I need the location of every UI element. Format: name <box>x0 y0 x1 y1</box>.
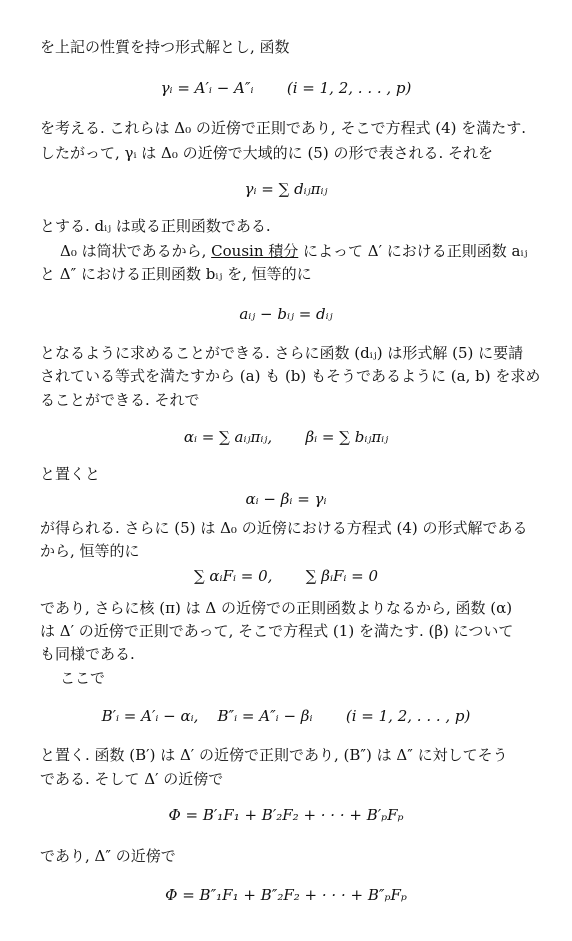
equation-alpha-minus-beta: αᵢ − βᵢ = γᵢ <box>245 490 327 508</box>
text-fragment: Δ₀ は筒状であるから, <box>60 242 212 260</box>
equation-gamma-sum: γᵢ = ∑ dᵢⱼπᵢⱼ <box>244 180 328 198</box>
equation-ab-d: aᵢⱼ − bᵢⱼ = dᵢⱼ <box>239 305 333 323</box>
equation-B-definitions: B′ᵢ = A′ᵢ − αᵢ, B″ᵢ = A″ᵢ − βᵢ (i = 1, 2, . . . , p) <box>101 707 471 725</box>
text-line: であり, Δ″ の近傍で <box>40 847 176 865</box>
text-line: と Δ″ における正則函数 bᵢⱼ を, 恒等的に <box>40 265 312 283</box>
equation-sum-zero: ∑ αᵢFᵢ = 0, ∑ βᵢFᵢ = 0 <box>193 567 379 585</box>
text-line: ここで <box>60 669 106 687</box>
text-line: は Δ′ の近傍で正則であって, そこで方程式 (1) を満たす. (β) について <box>40 622 514 640</box>
text-line: が得られる. さらに (5) は Δ₀ の近傍における方程式 (4) の形式解である <box>40 519 528 537</box>
equation-phi-double-prime: Φ = B″₁F₁ + B″₂F₂ + · · · + B″ₚFₚ <box>165 886 407 904</box>
equation-alpha-beta-sums: αᵢ = ∑ aᵢⱼπᵢⱼ, βᵢ = ∑ bᵢⱼπᵢⱼ <box>183 428 389 446</box>
text-line: であり, さらに核 (π) は Δ の近傍での正則函数よりなるから, 函数 (α) <box>40 599 513 617</box>
text-line: とする. dᵢⱼ は或る正則函数である. <box>40 217 271 235</box>
text-line: ることができる. それで <box>40 391 200 409</box>
text-line: も同様である. <box>40 645 135 663</box>
text-line: を上記の性質を持つ形式解とし, 函数 <box>40 38 290 56</box>
cousin-integral-term: Cousin 積分 <box>211 242 299 260</box>
text-line: したがって, γᵢ は Δ₀ の近傍で大域的に (5) の形で表される. それを <box>40 144 493 162</box>
text-line <box>60 241 560 261</box>
text-line: から, 恒等的に <box>40 542 140 560</box>
text-line: されている等式を満たすから (a) も (b) もそうであるように (a, b) を求め <box>40 367 541 385</box>
text-line: を考える. これらは Δ₀ の近傍で正則であり, そこで方程式 (4) を満たす. <box>40 119 527 137</box>
text-line: と置くと <box>40 465 101 483</box>
text-line: と置く. 函数 (B′) は Δ′ の近傍で正則であり, (B″) は Δ″ に対してそう <box>40 746 508 764</box>
equation-gamma: γᵢ = A′ᵢ − A″ᵢ (i = 1, 2, . . . , p) <box>160 79 412 97</box>
text-fragment: によって Δ′ における正則函数 aᵢⱼ <box>298 242 528 260</box>
text-line: となるように求めることができる. さらに函数 (dᵢⱼ) は形式解 (5) に要請 <box>40 344 524 362</box>
equation-phi-prime: Φ = B′₁F₁ + B′₂F₂ + · · · + B′ₚFₚ <box>168 806 404 824</box>
text-line: である. そして Δ′ の近傍で <box>40 770 224 788</box>
